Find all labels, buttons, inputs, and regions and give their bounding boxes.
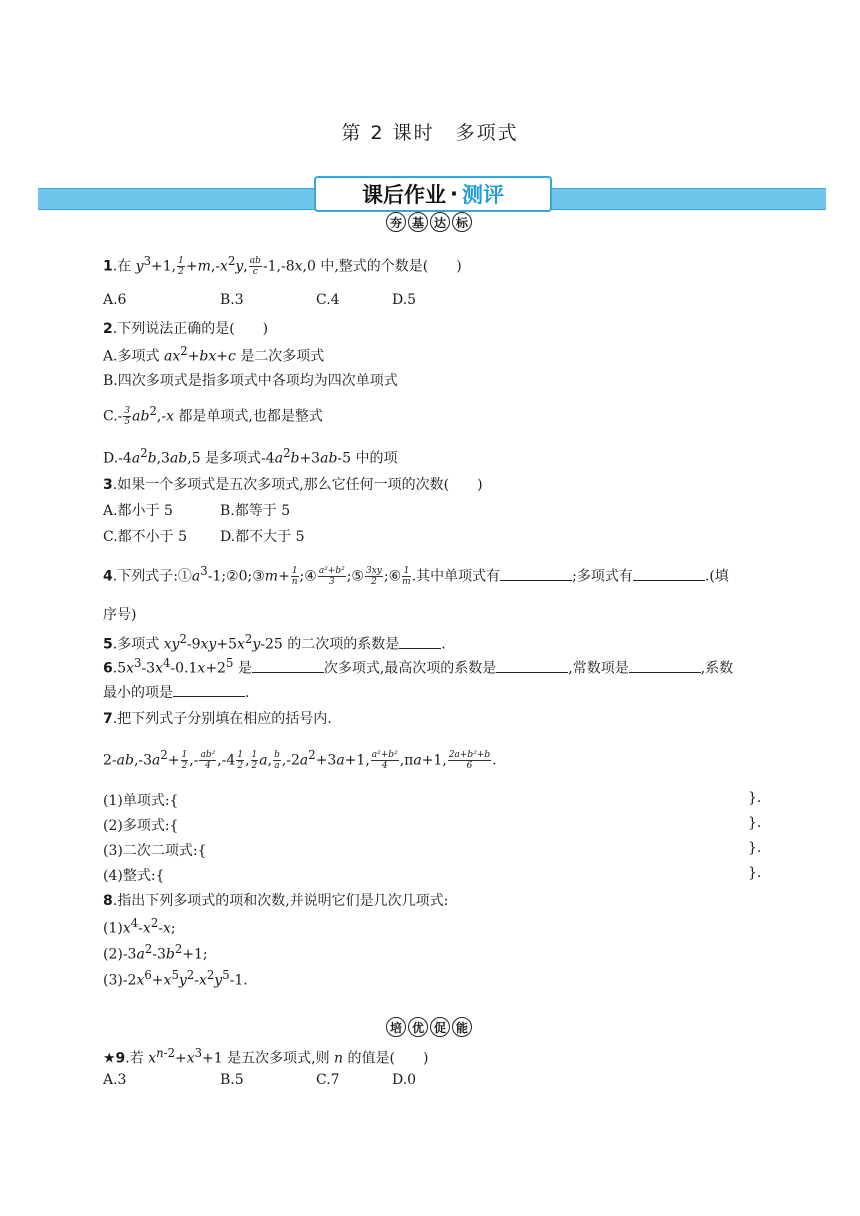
q7-expressions: $2-ab,-3a^2+$ $\frac{1}{2}$ ,- $\frac{\text{ab²}}{4}$ ,-4 $\frac{1}{2}$ , $\frac{1}{2}$ a, $\frac{b}{a}$ $,-2a^2+3a+1$, $\frac{\text{a²+b²}}{4}$ ,πa+1, $\frac{\text{2a+b²+b}}{6}$ . [103,748,497,772]
question-6: $6.5x^3-3x^4-0.1x+2^5$ 是 次多项式,最高次项的系数是 ,常数项是 ,系数 [103,656,734,677]
section-tag-advanced [386,1017,472,1037]
q7-close-3: }. [748,840,762,856]
banner-text-assessment: 测评 [461,183,504,207]
q7-item-monomial: (1)单项式:{ [103,793,179,809]
q7-item-integral: (4)整式:{ [103,868,165,884]
question-5: 5.多项式 $xy^2-9xy+5x^2y-25$ 的二次项的系数是 . [103,632,446,653]
banner-text-homework: 课后作业 [362,183,446,207]
question-4: 4.下列式子$:①a^3-1;②0;③m+$ $\frac{1}{n}$ ;④ $\frac{\text{a²+b²}}{3}$ ;⑤ $\frac{3xy}{2}$ ;⑥ $\frac{1}{m}$ .其中单项式有 ;多项式有 .(填 [103,564,729,588]
q3-option-b: B.都等于 5 [220,503,291,519]
question-9: ★9.若 $x^{n-2}+x^3+1$ 是五次多项式,则 n 的值是( ) [103,1046,429,1067]
q4-continuation: 序号) [103,607,137,623]
q9-option-a: A.3 [103,1072,127,1088]
q8-part-3: $(3)-2x^6+x^5y^2-x^2y^5-1$. [103,968,248,989]
question-1: 1.在 $y^3+1$, $\frac{1}{2}$ $+m,-x^2y$, $\frac{ab}{c}$ -1,-8x,0 中,整式的个数是( ) [103,254,462,278]
question-7: 7.把下列式子分别填在相应的括号内. [103,711,332,727]
section-tag-basic [386,212,472,232]
q7-close-4: }. [748,865,762,881]
q1-option-a: A.6 [103,292,127,308]
tag-char: 基 [408,212,428,232]
tag-char: 优 [408,1017,428,1037]
q7-item-binomial: (3)二次二项式:{ [103,843,207,859]
q8-part-2: $(2)-3a^2-3b^2+1$; [103,942,208,963]
tag-char: 培 [386,1017,406,1037]
q3-option-a: A.都小于 5 [103,503,173,519]
q3-option-c: C.都不小于 5 [103,529,188,545]
q1-option-b: B.3 [220,292,244,308]
tag-char: 夯 [386,212,406,232]
q2-option-a: A.多项式 $ax^2+bx+c$ 是二次多项式 [103,344,325,365]
q7-close-2: }. [748,815,762,831]
q7-close-1: }. [748,790,762,806]
question-2: 2.下列说法正确的是( ) [103,321,269,337]
q9-option-d: D.0 [392,1072,417,1088]
q9-option-b: B.5 [220,1072,244,1088]
q9-option-c: C.7 [316,1072,340,1088]
question-8: 8.指出下列多项式的项和次数,并说明它们是几次几项式: [103,893,449,909]
tag-char: 能 [452,1017,472,1037]
q8-part-1: $(1)x^4-x^2-x$; [103,916,176,937]
q2-option-b: B.四次多项式是指多项式中各项均为四次单项式 [103,373,398,389]
q2-option-d: $D.-4a^2b,3ab,5$ 是多项式$-4a^2b+3ab-5$ 中的项 [103,446,398,467]
question-3: 3.如果一个多项式是五次多项式,那么它任何一项的次数( ) [103,477,483,493]
q6-continuation: 最小的项是 . [103,685,250,701]
q1-option-d: D.5 [392,292,417,308]
q7-item-polynomial: (2)多项式:{ [103,818,179,834]
tag-char: 标 [452,212,472,232]
banner-dot: · [450,182,458,206]
q2-option-c: C.- $\frac{3}{5}$ $ab^2,-x$ 都是单项式,也都是整式 [103,404,323,428]
tag-char: 促 [430,1017,450,1037]
q1-option-c: C.4 [316,292,340,308]
page-title: 第 2 课时 多项式 [341,122,519,144]
q3-option-d: D.都不大于 5 [220,529,305,545]
section-banner [314,176,552,212]
tag-char: 达 [430,212,450,232]
